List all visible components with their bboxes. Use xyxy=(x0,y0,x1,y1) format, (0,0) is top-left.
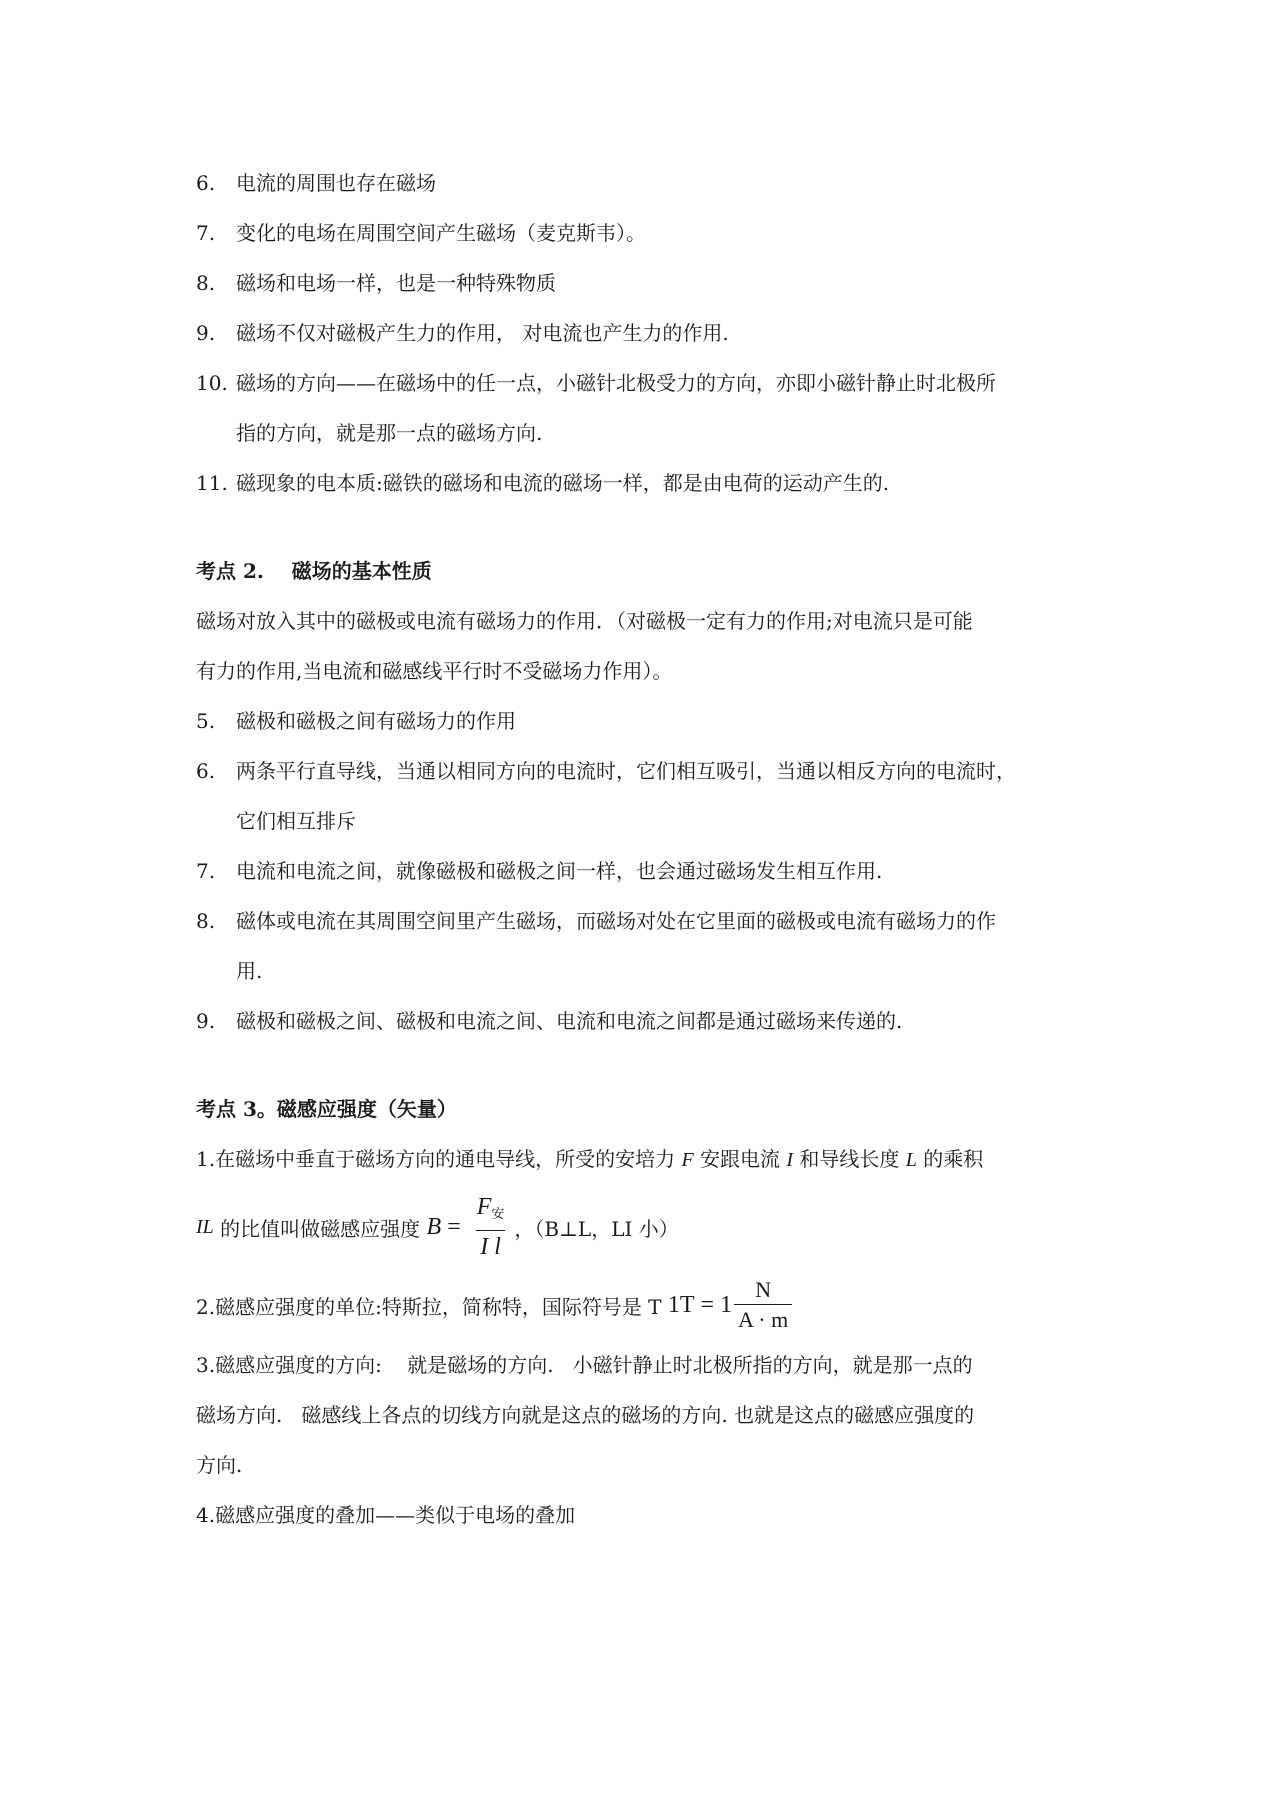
item-text: 磁体或电流在其周围空间里产生磁场，而磁场对处在它里面的磁极或电流有磁场力的作 xyxy=(236,909,996,933)
fraction-numerator: N xyxy=(755,1276,772,1302)
formula-line xyxy=(196,1184,1096,1270)
text-run: 的比值叫做磁感应强度 xyxy=(213,1216,427,1241)
item-text: 磁场不仅对磁极产生力的作用， 对电流也产生力的作用. xyxy=(236,321,729,345)
item-number: 5. xyxy=(196,709,216,733)
item-continuation: 指的方向，就是那一点的磁场方向. xyxy=(236,421,543,445)
list-item xyxy=(196,208,1096,258)
item-text: 电流和电流之间，就像磁极和磁极之间一样，也会通过磁场发生相互作用. xyxy=(236,859,883,883)
item-number: 6. xyxy=(196,759,216,783)
item-text: 磁极和磁极之间、磁极和电流之间、电流和电流之间都是通过磁场来传递的. xyxy=(236,1009,903,1033)
unit-line xyxy=(196,1270,1096,1340)
list-item xyxy=(196,696,1096,746)
section-heading: 考点 3。磁感应强度（矢量） xyxy=(196,1097,457,1121)
paragraph-line: 3.磁感应强度的方向: 就是磁场的方向. 小磁针静止时北极所指的方向，就是那一点的 xyxy=(196,1353,973,1377)
b-symbol: B xyxy=(426,1213,442,1240)
item-text: 电流的周围也存在磁场 xyxy=(236,171,436,195)
fraction-numerator xyxy=(473,1192,509,1230)
list-item xyxy=(196,258,1096,308)
list-item xyxy=(196,358,1096,408)
item-number: 7. xyxy=(196,859,216,883)
b-fraction xyxy=(473,1192,509,1263)
section-heading: 考点 2. 磁场的基本性质 xyxy=(196,559,432,583)
item-number: 8. xyxy=(196,909,216,933)
item-number: 7. xyxy=(196,221,216,245)
unit-lhs: 1T xyxy=(667,1291,695,1318)
fraction-denominator: A · m xyxy=(734,1304,792,1335)
list-item xyxy=(196,458,1096,508)
item-number: 8. xyxy=(196,271,216,295)
item-number: 6. xyxy=(196,171,216,195)
text-run: 和导线长度 xyxy=(793,1147,906,1171)
list-item xyxy=(196,896,1096,946)
current-symbol: I xyxy=(786,1149,794,1171)
length-symbol: L xyxy=(905,1149,917,1171)
formula-tail: ，（B⊥L，LI 小） xyxy=(514,1216,679,1241)
unit-one: 1 xyxy=(720,1291,733,1318)
equals-sign: = xyxy=(700,1291,715,1318)
paragraph-line: 4.磁感应强度的叠加——类似于电场的叠加 xyxy=(196,1503,576,1527)
paragraph-line: 方向. xyxy=(196,1453,243,1477)
list-item xyxy=(196,308,1096,358)
force-symbol: F xyxy=(681,1149,694,1171)
item-number: 10. xyxy=(196,371,228,395)
paragraph-line: 磁场对放入其中的磁极或电流有磁场力的作用．（对磁极一定有力的作用;对电流只是可能 xyxy=(196,609,973,633)
item-number: 9. xyxy=(196,321,216,345)
f-symbol: F xyxy=(476,1193,492,1220)
text-run: 1.在磁场中垂直于磁场方向的通电导线，所受的安培力 xyxy=(196,1147,682,1171)
item-continuation: 它们相互排斥 xyxy=(236,809,356,833)
item-text: 两条平行直导线，当通以相同方向的电流时，它们相互吸引，当通以相反方向的电流时， xyxy=(236,759,1016,783)
unit-fraction xyxy=(734,1276,792,1335)
list-item xyxy=(196,846,1096,896)
item-text: 磁场的方向——在磁场中的任一点，小磁针北极受力的方向，亦即小磁针静止时北极所 xyxy=(236,371,996,395)
item-text: 磁现象的电本质:磁铁的磁场和电流的磁场一样，都是由电荷的运动产生的. xyxy=(236,471,890,495)
list-item xyxy=(196,996,1096,1046)
item-continuation: 用. xyxy=(236,959,263,983)
item-number: 9. xyxy=(196,1009,216,1033)
item-text: 磁场和电场一样，也是一种特殊物质 xyxy=(236,271,556,295)
item-number: 11. xyxy=(196,471,228,495)
paragraph-line xyxy=(196,1134,1096,1184)
text-run: 的乘积 xyxy=(916,1147,984,1171)
equals-sign: = xyxy=(447,1213,461,1240)
document-content xyxy=(196,158,1096,1540)
text-run: 安跟电流 xyxy=(693,1147,787,1171)
fraction-denominator: I l xyxy=(476,1230,505,1263)
list-item xyxy=(196,746,1096,796)
text-run: 2.磁感应强度的单位:特斯拉，简称特，国际符号是 T xyxy=(196,1294,668,1319)
list-item xyxy=(196,158,1096,208)
paragraph-line: 有力的作用,当电流和磁感线平行时不受磁场力作用）。 xyxy=(196,659,673,683)
f-subscript: 安 xyxy=(491,1206,505,1222)
item-text: 变化的电场在周围空间产生磁场（麦克斯韦）。 xyxy=(236,221,646,245)
paragraph-line: 磁场方向. 磁感线上各点的切线方向就是这点的磁场的方向. 也就是这点的磁感应强度的 xyxy=(196,1403,975,1427)
item-text: 磁极和磁极之间有磁场力的作用 xyxy=(236,709,516,733)
il-symbol: IL xyxy=(196,1215,214,1238)
